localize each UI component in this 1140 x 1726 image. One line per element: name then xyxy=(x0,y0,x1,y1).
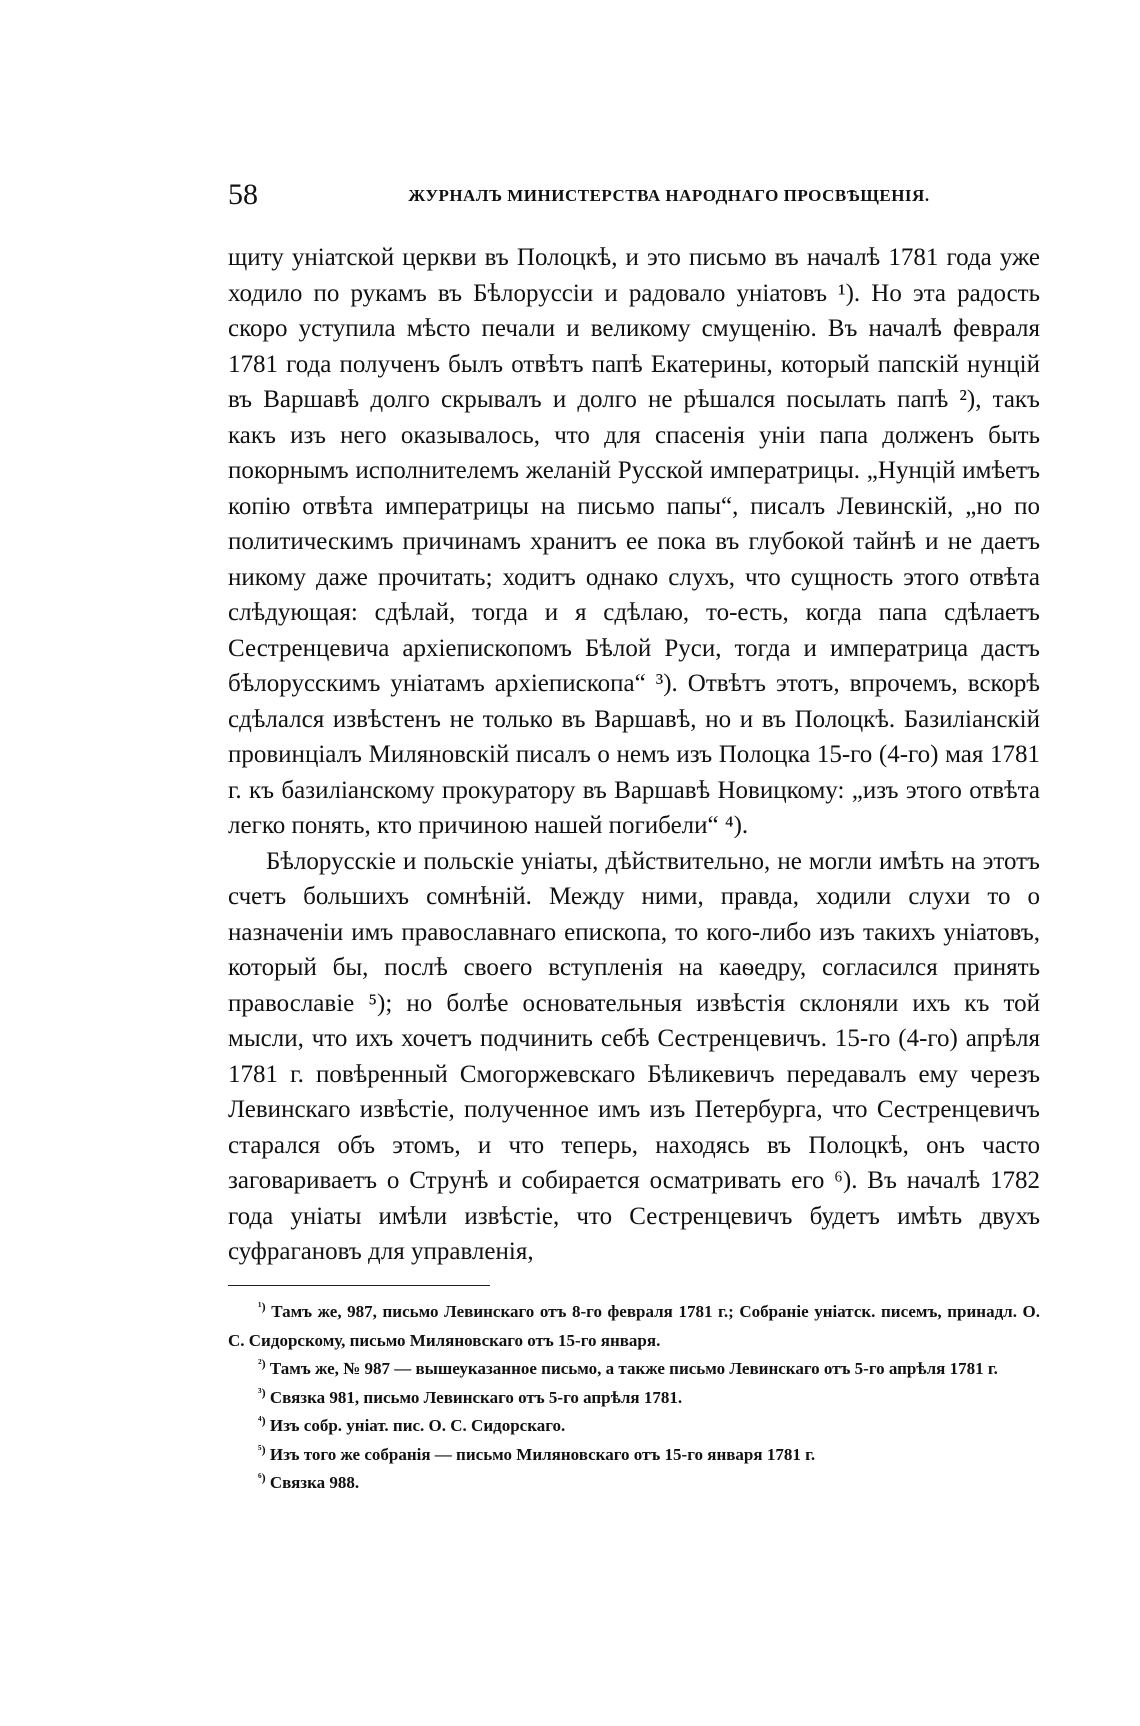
footnote-text: Изъ того же собранія — письмо Миляновскаго отъ 15-го января 1781 г. xyxy=(269,1444,816,1464)
running-head: ЖУРНАЛЪ МИНИСТЕРСТВА НАРОДНАГО ПРОСВѢЩЕНІЯ. xyxy=(408,186,930,205)
footnote-text: Связка 981, письмо Левинскаго отъ 5-го апрѣля 1781. xyxy=(269,1387,683,1407)
footnotes xyxy=(228,1298,1040,1498)
footnote-text: Тамъ же, 987, письмо Левинскаго отъ 8-го февраля 1781 г.; Собраніе уніатск. писемъ, принадл. О. С. Сидорскому, письмо Миляновскаго отъ 15-го января. xyxy=(228,1302,1041,1350)
footnote-text: Тамъ же, № 987 — вышеуказанное письмо, а также письмо Левинскаго отъ 5-го апрѣля 1781 г. xyxy=(269,1359,998,1378)
footnote-5 xyxy=(228,1441,1040,1470)
footnote-6 xyxy=(228,1469,1040,1498)
footnote-marker: ³) xyxy=(258,1384,266,1399)
footnote-marker: ²) xyxy=(258,1356,266,1371)
footnote-divider xyxy=(228,1285,490,1286)
footnote-text: Изъ собр. уніат. пис. О. С. Сидорскаго. xyxy=(269,1416,566,1435)
footnote-marker: ⁵) xyxy=(258,1441,266,1456)
page-number: 58 xyxy=(228,178,258,211)
paragraph-2: Бѣлорусскіе и польскіе уніаты, дѣйствительно, не могли имѣть на этотъ счетъ большихъ сомнѣній. Между ними, правда, ходили слухи то о назначеніи имъ православнаго епископа, то кого-либо изъ такихъ уніатовъ, который бы, послѣ своего вступленія на каѳедру, согласился принять православіе ⁵); но болѣе основательныя извѣстія склоняли ихъ къ той мысли, что ихъ хочетъ подчинить себѣ Сестренцевичъ. 15-го (4-го) апрѣля 1781 г. повѣренный Смогоржевскаго Бѣликевичъ передавалъ ему черезъ Левинскаго извѣстіе, полученное имъ изъ Петербурга, что Сестренцевичъ старался объ этомъ, и что теперь, находясь въ Полоцкѣ, онъ часто заговариваетъ о Струнѣ и собирается осматривать его ⁶). Въ началѣ 1782 года уніаты имѣли извѣстіе, что Сестренцевичъ будетъ имѣть двухъ суфрагановъ для управленія, xyxy=(228,847,1040,1265)
footnote-3 xyxy=(228,1384,1040,1413)
footnote-4 xyxy=(228,1412,1040,1441)
footnote-marker: ¹) xyxy=(258,1299,266,1314)
paragraph-1: щиту уніатской церкви въ Полоцкѣ, и это письмо въ началѣ 1781 года уже ходило по рукамъ въ Бѣлоруссіи и радовало уніатовъ ¹). Но эта радость скоро уступила мѣсто печали и великому смущенію. Въ началѣ февраля 1781 года полученъ былъ отвѣтъ папѣ Екатерины, который папскій нунцій въ Варшавѣ долго скрывалъ и долго не рѣшался посылать папѣ ²), такъ какъ изъ него оказывалось, что для спасенія уніи папа долженъ быть покорнымъ исполнителемъ желаній Русской императрицы. „Нунцій имѣетъ копію отвѣта императрицы на письмо папы“, писалъ Левинскій, „но по политическимъ причинамъ хранитъ ее пока въ глубокой тайнѣ и не даетъ никому даже прочитать; ходитъ однако слухъ, что сущность этого отвѣта слѣдующая: сдѣлай, тогда и я сдѣлаю, то-есть, когда папа сдѣлаетъ Сестренцевича архіепископомъ Бѣлой Руси, тогда и императрица дастъ бѣлорусскимъ уніатамъ архіепископа“ ³). Отвѣтъ этотъ, впрочемъ, вскорѣ сдѣлался извѣстенъ не только въ Варшавѣ, но и въ Полоцкѣ. Базиліанскій провинціалъ Миляновскій писалъ о немъ изъ Полоцка 15-го (4-го) мая 1781 г. къ базиліанскому прокуратору въ Варшавѣ Новицкому: „изъ этого отвѣта легко понять, кто причиною нашей погибели“ ⁴). xyxy=(228,244,1040,839)
footnote-text: Связка 988. xyxy=(269,1473,360,1492)
body-text xyxy=(228,240,1040,1270)
footnote-marker: ⁶) xyxy=(258,1470,266,1485)
footnote-1 xyxy=(228,1298,1040,1355)
footnote-2 xyxy=(228,1355,1040,1384)
page-header xyxy=(228,178,1048,218)
footnote-marker: ⁴) xyxy=(258,1413,266,1428)
